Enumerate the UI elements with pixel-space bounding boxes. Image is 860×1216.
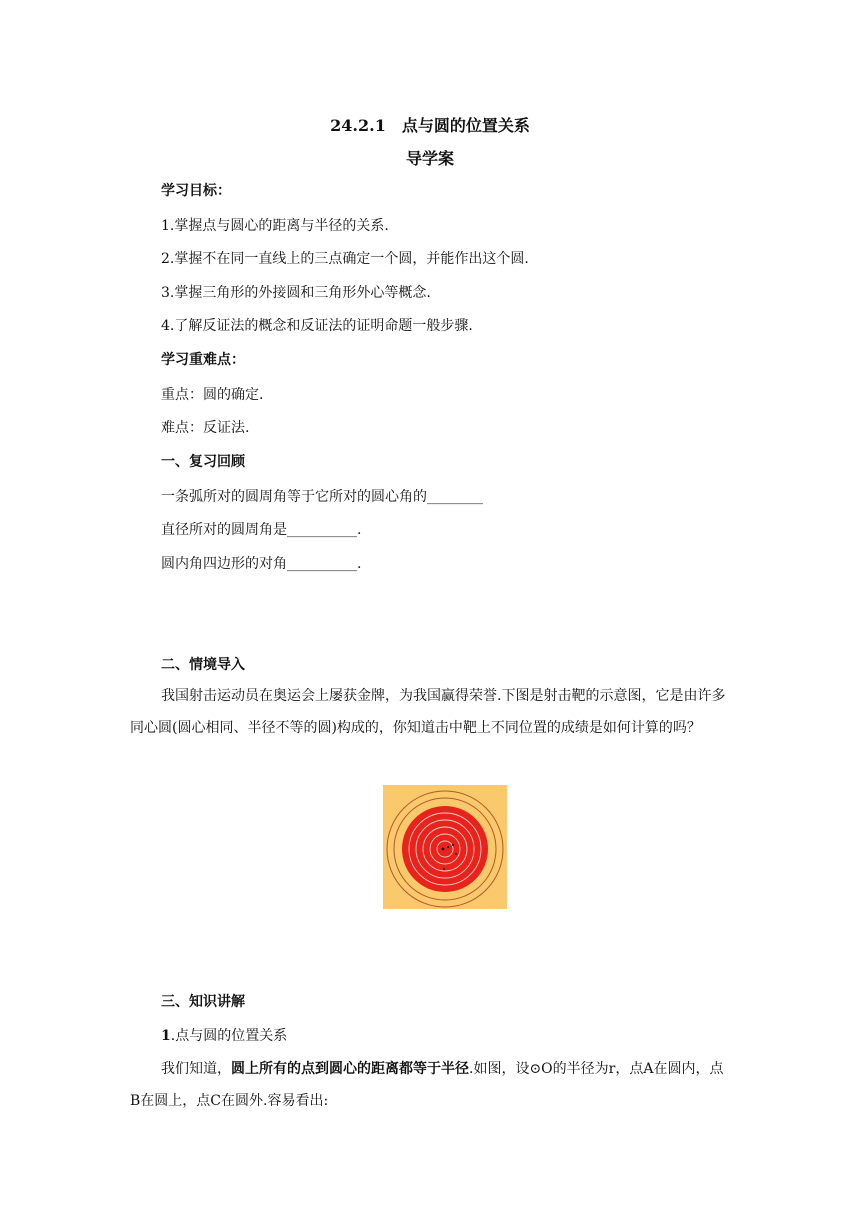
review-item: 一条弧所对的圆周角等于它所对的圆心角的________ bbox=[161, 489, 483, 505]
intro-heading: 二、情境导入 bbox=[161, 657, 245, 673]
lecture-text-pre: 我们知道， bbox=[161, 1061, 231, 1077]
target-hit-mark bbox=[447, 846, 449, 848]
lecture-subheading-text: .点与圆的位置关系 bbox=[170, 1028, 288, 1044]
target-hit-mark bbox=[443, 868, 445, 870]
lecture-heading: 三、知识讲解 bbox=[161, 994, 245, 1010]
intro-paragraph-text: 我国射击运动员在奥运会上屡获金牌，为我国赢得荣誉.下图是射击靶的示意图，它是由许多同心圆(圆心相同、半径不等的圆)构成的，你知道击中靶上不同位置的成绩是如何计算的吗？ bbox=[130, 688, 726, 736]
intro-paragraph bbox=[130, 680, 730, 744]
lecture-text-bold: 圆上所有的点到圆心的距离都等于半径 bbox=[231, 1061, 469, 1077]
goal-item: 3.掌握三角形的外接圆和三角形外心等概念. bbox=[161, 285, 431, 301]
target-hit-mark bbox=[442, 848, 445, 851]
goal-item: 2.掌握不在同一直线上的三点确定一个圆，并能作出这个圆. bbox=[161, 251, 529, 267]
goal-item: 4.了解反证法的概念和反证法的证明命题一般步骤. bbox=[161, 318, 473, 334]
focus-point: 重点：圆的确定. bbox=[161, 387, 264, 403]
key-points-heading: 学习重难点： bbox=[161, 352, 245, 368]
page-title: 24.2.1 点与圆的位置关系 bbox=[330, 116, 530, 135]
lecture-text-post: .如图，设⊙O的半径为r，点A在圆内，点B在圆上，点C在圆外.容易看出: bbox=[130, 1061, 724, 1109]
review-heading: 一、复习回顾 bbox=[161, 454, 245, 470]
difficulty-point: 难点：反证法. bbox=[161, 420, 250, 436]
target-hit-mark bbox=[452, 844, 454, 846]
goal-item: 1.掌握点与圆心的距离与半径的关系. bbox=[161, 218, 389, 234]
shooting-target-image bbox=[383, 785, 507, 909]
review-item: 直径所对的圆周角是__________. bbox=[161, 522, 362, 538]
goals-heading: 学习目标： bbox=[161, 183, 231, 199]
target-red-zone bbox=[402, 806, 488, 892]
review-item: 圆内角四边形的对角__________. bbox=[161, 556, 362, 572]
target-hit-mark bbox=[455, 853, 457, 855]
lecture-subheading-number: 1 bbox=[161, 1028, 171, 1044]
lecture-paragraph bbox=[130, 1053, 730, 1117]
lecture-subheading bbox=[161, 1025, 287, 1045]
page-subtitle: 导学案 bbox=[405, 149, 454, 168]
